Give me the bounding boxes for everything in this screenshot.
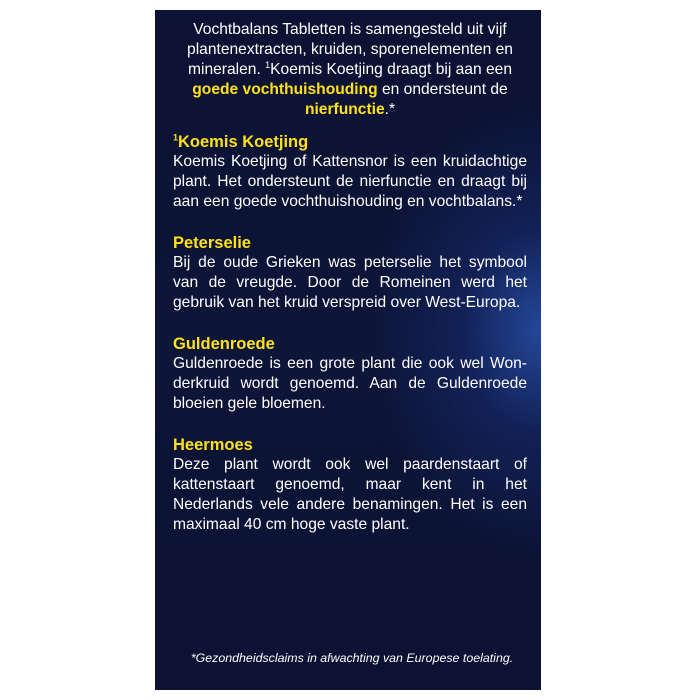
intro-highlight-nierfunctie: nierfunctie [304,101,385,118]
heading-footnote-marker: 1 [173,132,179,143]
section-koemis-koetjing [173,132,527,212]
section-guldenroede [173,334,527,414]
section-title: Koemis Koetjing [178,133,309,151]
intro-footnote-marker: 1 [265,59,271,70]
intro-text-part3: en ondersteunt de [377,81,508,98]
section-heading [173,132,527,152]
section-body: Koemis Koetjing of Kattensnor is een kruidachtige plant. Het ondersteunt de nierfunctie en draagt bij aan een goede vochthuishouding en vochtbalans.* [173,153,527,210]
section-body: Guldenroede is een grote plant die ook wel Wonderkruid wordt genoemd. Aan de Guldenroede bloeien gele bloemen. [173,355,527,412]
section-body: Deze plant wordt ook wel paardenstaart of kattenstaart genoemd, maar kent in het Nederlands vele andere benamingen. Het is een maximaal 40 cm hoge vaste plant. [173,456,527,533]
section-heading: Heermoes [173,436,253,454]
section-heading: Guldenroede [173,335,275,353]
health-claims-footnote: *Gezondheidsclaims in afwachting van Europese toelating. [190,651,514,665]
section-heermoes [173,435,527,535]
section-peterselie [173,233,527,313]
intro-text-part2: Koemis Koetjing draagt bij aan een [270,61,513,78]
intro-paragraph [173,20,527,120]
intro-highlight-vochthuishouding: goede vochthuishouding [192,81,378,98]
intro-text-part4: .* [384,101,396,118]
section-heading: Peterselie [173,234,251,252]
product-info-panel [155,10,541,690]
section-body: Bij de oude Grieken was peterselie het symbool van de vreugde. Door de Romeinen werd het gebruik van het kruid verspreid over West-Europa. [173,254,527,311]
intro-text-part1: Vochtbalans Tabletten is samengesteld uit vijf plantenextracten, kruiden, sporenelementen en mineralen. [187,21,513,78]
